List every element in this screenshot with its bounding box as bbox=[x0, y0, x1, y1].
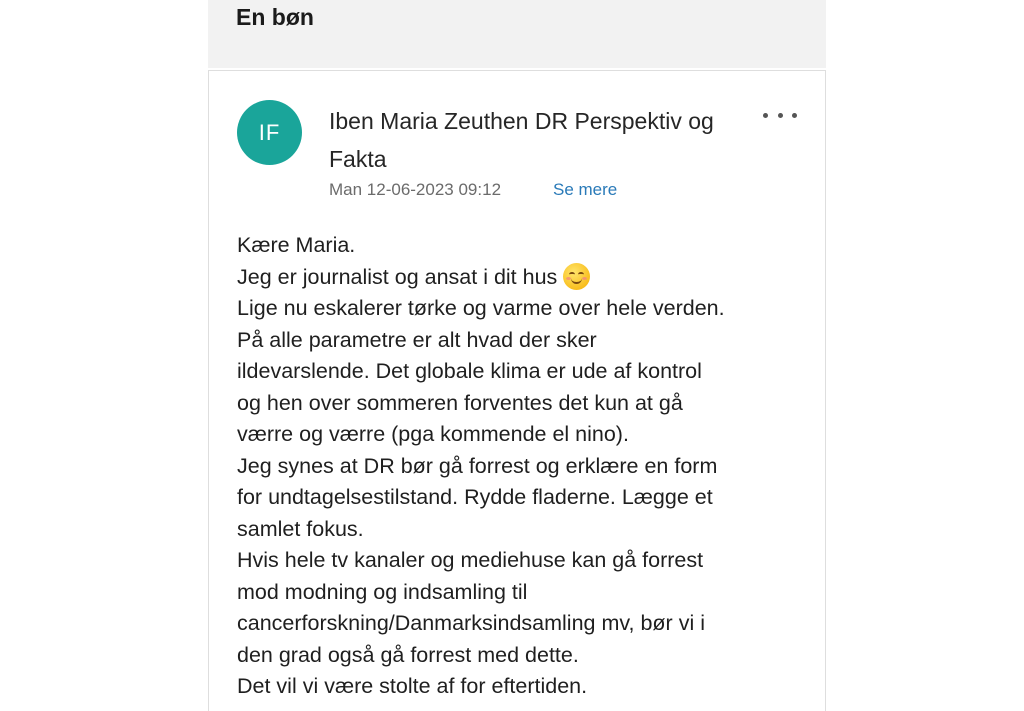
intro-text: Jeg er journalist og ansat i dit hus bbox=[237, 264, 558, 289]
greeting: Kære Maria. bbox=[237, 233, 356, 257]
more-dot bbox=[763, 113, 768, 118]
body-line: mod modning og indsamling til bbox=[237, 579, 528, 604]
message-card bbox=[208, 70, 826, 711]
email-subject: En bøn bbox=[236, 4, 314, 30]
body-line: ildevarslende. Det globale klima er ude af kontrol bbox=[237, 359, 702, 383]
body-line: værre og værre (pga kommende el nino). bbox=[237, 422, 629, 446]
sender-name[interactable]: Iben Maria Zeuthen DR Perspektiv og Fakta bbox=[329, 108, 714, 172]
body-line: samlet fokus. bbox=[237, 516, 364, 541]
body-line: for undtagelsestilstand. Rydde fladerne. Lægge et bbox=[237, 485, 713, 509]
see-more-link[interactable]: Se mere bbox=[553, 180, 618, 199]
message-body bbox=[237, 230, 802, 703]
avatar[interactable] bbox=[237, 100, 302, 165]
intro-line bbox=[237, 262, 802, 294]
body-line: og hen over sommeren forventes det kun at gå bbox=[237, 390, 683, 415]
body-line: På alle parametre er alt hvad der sker bbox=[237, 327, 597, 352]
email-reader bbox=[208, 0, 826, 711]
more-dot bbox=[792, 113, 797, 118]
smiling-face-icon bbox=[563, 263, 590, 290]
body-line: Lige nu eskalerer tørke og varme over hele verden. bbox=[237, 296, 725, 320]
avatar-initials: IF bbox=[258, 119, 281, 145]
body-line: Det vil vi være stolte af for eftertiden. bbox=[237, 674, 588, 698]
more-dot bbox=[778, 113, 783, 118]
body-line: cancerforskning/Danmarksindsamling mv, bør vi i bbox=[237, 611, 705, 635]
sent-date: Man 12-06-2023 09:12 bbox=[329, 180, 502, 199]
more-options-icon[interactable] bbox=[763, 105, 797, 125]
body-line: Hvis hele tv kanaler og mediehuse kan gå forrest bbox=[237, 548, 704, 572]
body-line: Jeg synes at DR bør gå forrest og erklære en form bbox=[237, 453, 718, 478]
subject-bar bbox=[208, 0, 826, 68]
body-line: den grad også gå forrest med dette. bbox=[237, 642, 579, 667]
